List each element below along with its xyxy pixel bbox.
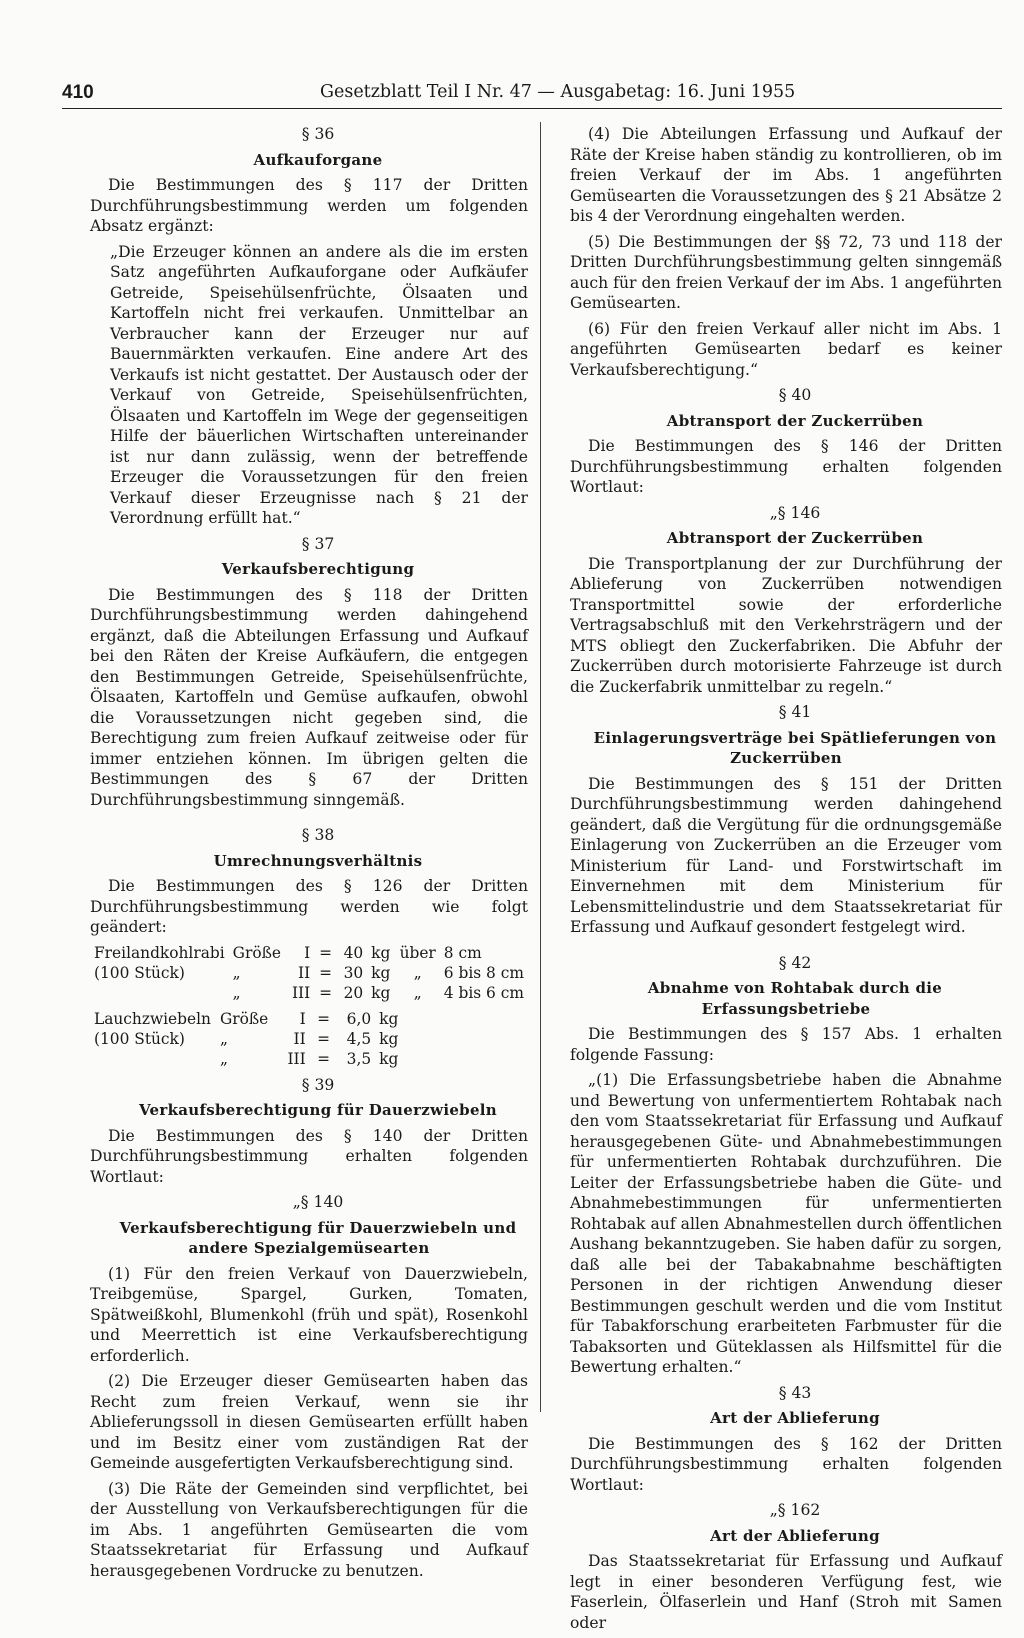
table-cell: II xyxy=(298,963,311,982)
table-cell: 6 bis 8 cm xyxy=(443,963,524,982)
subsection-number: „§ 162 xyxy=(769,1501,821,1519)
table-row xyxy=(90,1009,528,1029)
table-cell: „ xyxy=(219,1029,228,1048)
paragraph: Die Bestimmungen des § 118 der Dritten Durchführungsbestimmung werden dahingehend ergänzt, daß die Abteilungen Erfassung und Aufkauf bei den Räten der Kreise Aufkäufern, die entgegen den Bestimmungen Getreide, Speisehülsenfrüchte, Ölsaaten, Kartoffeln und Gemüse aufkaufen, obwohl die Voraussetzungen nicht gegeben sind, die Berechtigung zum freien Aufkauf zeitweise oder für immer entziehen können. Im übrigen gelten die Bestimmungen des § 67 der Dritten Durchführungsbestimmung sinngemäß. xyxy=(90,585,528,809)
table-cell: (100 Stück) xyxy=(94,1029,185,1048)
table-cell: kg xyxy=(379,1009,399,1028)
paragraph: Die Bestimmungen des § 157 Abs. 1 erhalten folgende Fassung: xyxy=(570,1025,1002,1064)
conversion-table-lauchzwiebeln xyxy=(90,1009,528,1069)
table-cell: kg xyxy=(371,963,391,982)
table-row xyxy=(90,1049,528,1069)
right-column xyxy=(570,124,1002,1638)
subsection-number: „§ 140 xyxy=(292,1193,344,1211)
table-cell: über xyxy=(399,943,436,962)
table-cell xyxy=(90,1049,216,1069)
table-cell: Lauchzwiebeln xyxy=(94,1009,211,1028)
table-row xyxy=(90,1029,528,1049)
table-cell: „ xyxy=(219,1049,228,1068)
table-cell: 8 cm xyxy=(443,943,482,962)
section-title: Aufkauforgane xyxy=(253,150,383,169)
section-title: Umrechnungsverhältnis xyxy=(213,851,423,870)
quoted-paragraph: „Die Erzeuger können an andere als die im ersten Satz angeführten Aufkauforgane oder Aufkäufer Getreide, Speisehülsenfrüchte, Ölsaaten und Kartoffeln nicht frei verkaufen. Unmittelbar an Verbraucher kann der Erzeuger nur auf Bauernmärkten verkaufen. Eine andere Art des Verkaufs ist nicht gestattet. Der Austausch oder der Verkauf von Getreide, Speisehülsenfrüchten, Ölsaaten und Kartoffeln im Wege der gegenseitigen Hilfe der bäuerlichen Wirtschaften untereinander ist nur dann zulässig, wenn der betreffende Erzeuger die Voraussetzungen für den freien Verkauf dieser Erzeugnisse nach § 21 der Verordnung erfüllt hat.“ xyxy=(110,242,528,527)
table-cell: kg xyxy=(379,1049,399,1068)
table-cell xyxy=(444,1009,528,1029)
column-divider xyxy=(540,122,541,1412)
table-row xyxy=(90,963,528,983)
section-number: § 36 xyxy=(301,125,335,143)
paragraph: (5) Die Bestimmungen der §§ 72, 73 und 118 der Dritten Durchführungsbestimmung gelten sinngemäß auch für den freien Verkauf der im Abs. 1 angeführten Gemüsearten. xyxy=(570,232,1002,312)
table-cell: 3,5 xyxy=(346,1049,372,1068)
table-cell: I xyxy=(304,943,311,962)
section-number: § 42 xyxy=(778,953,812,972)
paragraph: Die Bestimmungen des § 126 der Dritten Durchführungsbestimmung werden wie folgt geändert: xyxy=(90,877,528,936)
table-cell xyxy=(444,1049,528,1069)
table-cell: = xyxy=(317,1009,330,1028)
table-cell: = xyxy=(317,1049,330,1068)
table-cell: 4,5 xyxy=(346,1029,372,1048)
table-cell: „ xyxy=(232,983,241,1002)
table-cell xyxy=(444,1029,528,1049)
subsection-title: Verkaufsberechtigung für Dauerzwiebeln und andere Spezialgemüsearten xyxy=(119,1218,517,1257)
table-cell: = xyxy=(319,983,333,1002)
table-row xyxy=(90,983,528,1003)
table-cell: III xyxy=(287,1049,306,1068)
table-cell: = xyxy=(317,1029,330,1048)
table-cell: I xyxy=(299,1009,306,1028)
table-cell: kg xyxy=(379,1029,399,1048)
table-cell: Größe xyxy=(232,943,281,962)
table-cell: = xyxy=(319,943,333,962)
table-cell: Freilandkohlrabi xyxy=(94,943,225,962)
paragraph: (2) Die Erzeuger dieser Gemüsearten haben das Recht zum freien Verkauf, wenn sie ihr Ablieferungssoll in diesen Gemüsearten erfüllt haben und im Besitz einer vom zuständigen Rat der Gemeinde ausgefertigten Verkaufsberechtigung sind. xyxy=(90,1372,528,1472)
table-cell: 30 xyxy=(343,963,364,982)
left-column xyxy=(90,124,528,1586)
table-cell xyxy=(407,1009,444,1029)
subsection-title: Abtransport der Zuckerrüben xyxy=(666,529,924,547)
section-title: Einlagerungsverträge bei Spätlieferungen von Zuckerrüben xyxy=(593,728,997,767)
quoted-paragraph: „(1) Die Erfassungsbetriebe haben die Abnahme und Bewertung von unfermentiertem Rohtabak nach den vom Staatssekretariat für Erfassung und Aufkauf herausgegebenen Güte- und Abnahmebestimmungen für unfermentierten Rohtabak durchzuführen. Die Leiter der Erfassungsbetriebe haben die Güte- und Abnahmebestimmungen für unfermentierten Rohtabak auf allen Abnahmestellen durch öffentlichen Aushang bekanntzugeben. Sie haben dafür zu sorgen, daß alle bei der Tabakabnahme beschäftigten Personen in der richtigen Anwendung dieser Bestimmungen geschult werden und die vom Institut für Tabakforschung erarbeiteten Farbmuster für die Tabaksorten und Güteklassen als Hilfsmittel für die Bewertung erhalten.“ xyxy=(570,1071,1002,1376)
table-row xyxy=(90,943,528,963)
section-title: Abtransport der Zuckerrüben xyxy=(666,411,924,430)
paragraph: Das Staatssekretariat für Erfassung und Aufkauf legt in einer besonderen Verfügung fest, wie Faserlein, Ölfaserlein und Hanf (Stroh mit Samen oder xyxy=(570,1552,1002,1632)
section-number: § 37 xyxy=(301,534,335,553)
table-cell: 40 xyxy=(343,943,364,962)
section-title: Verkaufsberechtigung für Dauerzwiebeln xyxy=(138,1101,498,1119)
table-cell: 20 xyxy=(343,983,364,1002)
conversion-table-kohlrabi xyxy=(90,943,528,1003)
paragraph: (6) Für den freien Verkauf aller nicht im Abs. 1 angeführten Gemüsearten bedarf es keiner Verkaufsberechtigung.“ xyxy=(570,319,1002,379)
paragraph: Die Transportplanung der zur Durchführung der Ablieferung von Zuckerrüben notwendigen Transportmittel sowie der erforderliche Vertragsabschluß mit den Verkehrsträgern und der MTS obliegt den Zuckerfabriken. Die Abfuhr der Zuckerrüben durch motorisierte Fahrzeuge ist durch die Zuckerfabrik unmittelbar zu regeln.“ xyxy=(570,554,1002,696)
table-cell: kg xyxy=(371,943,391,962)
header-rule xyxy=(62,108,1002,109)
running-head: Gesetzblatt Teil I Nr. 47 — Ausgabetag: 16. Juni 1955 xyxy=(320,82,796,102)
paragraph: (1) Für den freien Verkauf von Dauerzwiebeln, Treibgemüse, Spargel, Gurken, Tomaten, Spätweißkohl, Blumenkohl (früh und spät), Rosenkohl und Meerrettich ist eine Verkaufsberechtigung erforderlich. xyxy=(90,1264,528,1365)
table-cell: „ xyxy=(413,983,422,1002)
section-number: § 39 xyxy=(301,1075,335,1094)
paragraph: Die Bestimmungen des § 140 der Dritten Durchführungsbestimmung erhalten folgenden Wortlaut: xyxy=(90,1126,528,1186)
section-title: Art der Ablieferung xyxy=(710,1409,880,1427)
table-cell: „ xyxy=(232,963,241,982)
table-cell: II xyxy=(293,1029,306,1048)
table-cell xyxy=(90,983,229,1003)
subsection-title: Art der Ablieferung xyxy=(710,1526,880,1545)
paragraph: Die Bestimmungen des § 162 der Dritten Durchführungsbestimmung erhalten folgenden Wortlaut: xyxy=(570,1434,1002,1494)
paragraph: (3) Die Räte der Gemeinden sind verpflichtet, bei der Ausstellung von Verkaufsberechtigungen für die im Abs. 1 angeführten Gemüsearten die vom Staatssekretariat für Erfassung und Aufkauf herausgegebenen Vordrucke zu benutzen. xyxy=(90,1479,528,1580)
section-title: Verkaufsberechtigung xyxy=(221,560,415,578)
section-number: § 40 xyxy=(778,386,812,404)
paragraph: Die Bestimmungen des § 146 der Dritten Durchführungsbestimmung erhalten folgenden Wortlaut: xyxy=(570,437,1002,496)
table-cell: (100 Stück) xyxy=(94,963,185,982)
table-cell: kg xyxy=(371,983,391,1002)
section-number: § 41 xyxy=(778,703,812,721)
table-cell: III xyxy=(291,983,311,1002)
table-cell: = xyxy=(319,963,333,982)
table-cell: 4 bis 6 cm xyxy=(443,983,524,1002)
paragraph: (4) Die Abteilungen Erfassung und Aufkauf der Räte der Kreise haben ständig zu kontrollieren, ob im freien Verkauf der im Abs. 1 angeführten Gemüsearten die Voraussetzungen des § 21 Absätze 2 bis 4 der Verordnung eingehalten werden. xyxy=(570,125,1002,225)
table-cell: 6,0 xyxy=(346,1009,372,1028)
page-number: 410 xyxy=(62,82,94,103)
table-cell xyxy=(407,1049,444,1069)
paragraph: Die Bestimmungen des § 117 der Dritten Durchführungsbestimmung werden um folgenden Absatz ergänzt: xyxy=(90,176,528,235)
subsection-number: „§ 146 xyxy=(769,503,821,522)
section-number: § 38 xyxy=(301,826,335,844)
paragraph: Die Bestimmungen des § 151 der Dritten Durchführungsbestimmung werden dahingehend geändert, daß die Vergütung für die ordnungsgemäße Einlagerung von Zuckerrüben an die Erzeuger vom Ministerium für Land- und Forstwirtschaft im Einvernehmen mit dem Ministerium für Lebensmittelindustrie und dem Staatssekretariat für Erfassung und Aufkauf gesondert festgelegt wird. xyxy=(570,774,1002,936)
table-cell: Größe xyxy=(219,1009,269,1028)
section-title: Abnahme von Rohtabak durch die Erfassungsbetriebe xyxy=(647,979,943,1018)
table-cell: „ xyxy=(413,963,422,982)
table-cell xyxy=(407,1029,444,1049)
section-number: § 43 xyxy=(778,1383,812,1402)
